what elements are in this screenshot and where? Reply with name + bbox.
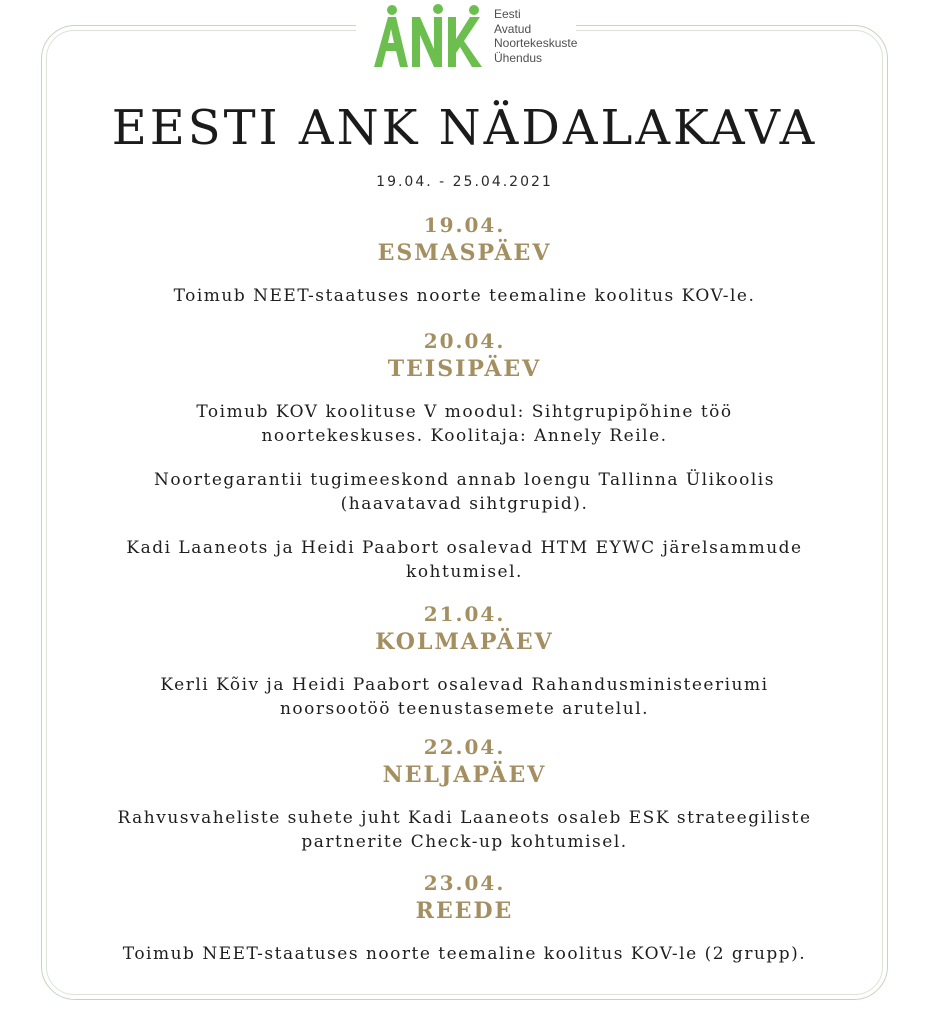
- ank-logo: [356, 0, 576, 72]
- event-text: [0, 673, 929, 721]
- event-text: [0, 400, 929, 448]
- day-name: ESMASPÄEV: [377, 240, 552, 266]
- day-date: 19.04.: [423, 213, 506, 237]
- event-line: Toimub NEET-staatuses noorte teemaline koolitus KOV-le (2 grupp).: [122, 944, 807, 964]
- day-date: 23.04.: [423, 871, 506, 895]
- event-text: [0, 536, 929, 584]
- event-text: [0, 806, 929, 854]
- day-section-tuesday: [0, 328, 929, 584]
- ank-logo-mark-icon: [372, 3, 484, 69]
- day-date: 22.04.: [423, 735, 506, 759]
- day-section-friday: [0, 870, 929, 966]
- day-name: REEDE: [415, 898, 514, 924]
- day-section-wednesday: [0, 601, 929, 721]
- logo-line-2: Avatud: [494, 21, 532, 36]
- event-line: Kerli Kõiv ja Heidi Paabort osalevad Rahandusministeeriumi: [160, 675, 769, 695]
- event-text: [0, 942, 929, 966]
- day-name: KOLMAPÄEV: [375, 629, 554, 655]
- event-line: Kadi Laaneots ja Heidi Paabort osalevad HTM EYWC järelsammude: [126, 538, 803, 558]
- event-text: [0, 468, 929, 516]
- event-text: [0, 284, 929, 308]
- event-line: kohtumisel.: [406, 562, 523, 582]
- day-date: 20.04.: [423, 329, 506, 353]
- day-name: TEISIPÄEV: [387, 356, 542, 382]
- logo-text: [494, 7, 577, 65]
- logo-line-3: Noortekeskuste: [494, 36, 578, 50]
- date-range: 19.04. - 25.04.2021: [376, 174, 553, 190]
- logo-line-1: Eesti: [494, 7, 521, 21]
- logo-line-4: Ühendus: [494, 50, 543, 65]
- event-line: Toimub KOV koolituse V moodul: Sihtgrupipõhine töö: [196, 402, 733, 422]
- event-line: Rahvusvaheliste suhete juht Kadi Laaneots osaleb ESK strateegiliste: [117, 808, 812, 828]
- event-line: noorsootöö teenustasemete arutelul.: [279, 699, 650, 719]
- event-line: (haavatavad sihtgrupid).: [340, 494, 589, 514]
- day-section-thursday: [0, 734, 929, 854]
- event-line: Noortegarantii tugimeeskond annab loengu Tallinna Ülikoolis: [154, 470, 775, 490]
- day-date: 21.04.: [423, 602, 506, 626]
- event-line: noortekeskuses. Koolitaja: Annely Reile.: [261, 426, 668, 446]
- day-section-monday: [0, 212, 929, 308]
- event-line: partnerite Check-up kohtumisel.: [301, 832, 628, 852]
- day-name: NELJAPÄEV: [382, 762, 547, 788]
- page-title: EESTI ANK NÄDALAKAVA: [111, 100, 818, 156]
- event-line: Toimub NEET-staatuses noorte teemaline koolitus KOV-le.: [173, 286, 756, 306]
